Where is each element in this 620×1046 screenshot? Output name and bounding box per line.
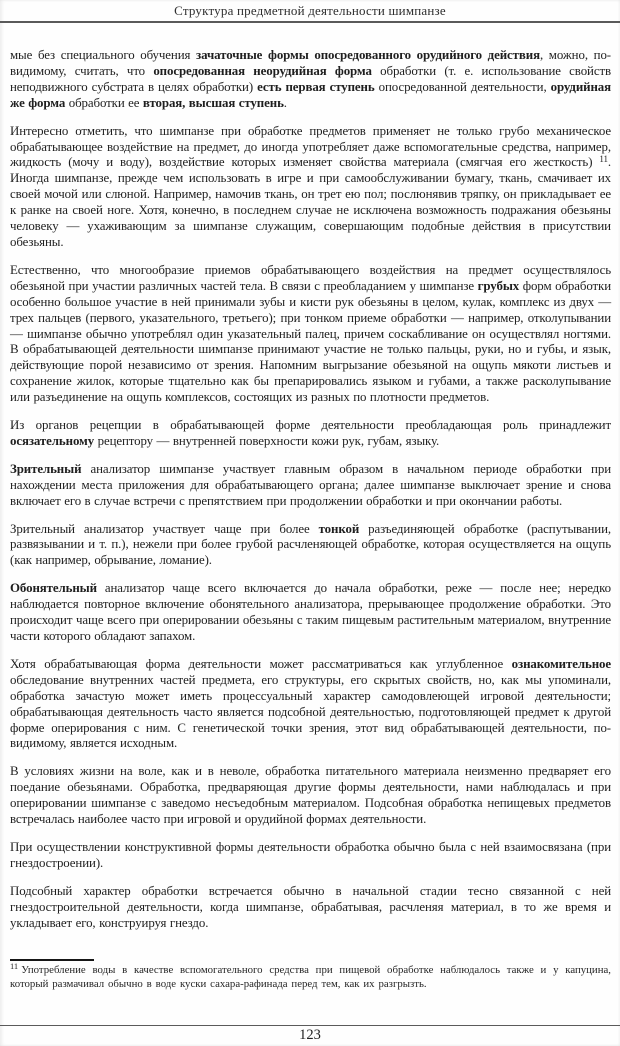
paragraph	[10, 522, 611, 570]
footnote	[0, 959, 620, 991]
emphasized-text: грубых	[477, 278, 520, 293]
paragraph	[10, 48, 611, 112]
footnote-reference: 11	[599, 154, 608, 165]
text-run: мые без специального обучения	[10, 48, 197, 62]
text-run: . Иногда шимпанзе, прежде чем использовать в игре и при самообслуживании бумагу, ткань, смачивает их своей мочой или слюной. Например, намочив ткань, он трет ею пол; послюнявив тряпку, он прикладывает ее к ранке на своей ноге. Хотя, конечно, в последнем случае не исключена возможность подражания обезьяны человеку — ухаживающим за шимпанзе служащим, совершающим подобные действия в присутствии обезьяны.	[10, 155, 611, 249]
text-run: анализатор чаще всего включается до начала обработки, реже — после нее; нередко наблюдается повторное включение обонятельного анализатора, прерывающее продолжение обработки. Это происходит чаще всего при оперировании обезьяны с таким пищевым растительным материалом, внутренние части которого обладают запахом.	[10, 581, 611, 643]
emphasized-text: вторая, высшая ступень	[142, 95, 284, 110]
page-footer	[0, 1025, 620, 1046]
paragraph	[10, 884, 611, 932]
text-run: обработки ее	[65, 95, 143, 110]
paragraph	[10, 462, 611, 510]
emphasized-text: Обонятельный	[10, 581, 97, 596]
text-run: Зрительный анализатор участвует чаще при более	[10, 521, 319, 536]
footnote-marker: 11	[10, 961, 19, 971]
body-text	[0, 23, 620, 932]
text-run: Хотя обрабатывающая форма деятельности может рассматриваться как углубленное	[10, 656, 512, 671]
page-number: 123	[299, 1027, 321, 1043]
emphasized-text: орудийная же форма	[10, 79, 612, 110]
text-run: форм обработки особенно большое участие в ней принимали зубы и кисти рук обезьяны в целом, кулак, комплекс из двух — трех пальцев (первого, указательного, третьего); при тонком приеме обработки — например, отколупывании — шимпанзе обычно употреблял один указательный палец, причем соскабливание он осуществлял ногтями. В обрабатывающей деятельности шимпанзе принимают участие не только пальцы, руки, но и губы, и язык, действующие порой независимо от зрения. Напомним выгрызание обезьяной на ощупь мякоти листьев и сохранение жилок, которые тщательно как бы препарировались языком и губами, а также расколупывание или разъединение на ощупь комплексов, состоящих из разных по плотности предметов.	[10, 278, 612, 405]
footnote-rule	[10, 959, 94, 961]
text-run: разъединяющей обработке (распутывании, развязывании и т. п.), нежели при более грубой расчленяющей обработке, которая осуществляется на ощупь (как например, обрывание, ломание).	[10, 521, 611, 568]
footnote-body: Употребление воды в качестве вспомогательного средства при пищевой обработке наблюдалось также и у капуцина, который размачивал обычно в воде куски сахара-рафинада перед тем, как их разгрызть.	[10, 964, 611, 990]
emphasized-text: зачаточные формы опосредованного орудийного действия	[196, 48, 540, 62]
text-run: рецептору — внутренней поверхности кожи рук, губам, языку.	[94, 433, 440, 448]
text-run: При осуществлении конструктивной формы деятельности обработка обычно была с ней взаимосвязана (при гнездостроении).	[10, 839, 611, 870]
emphasized-text: есть первая ступень	[257, 79, 375, 94]
emphasized-text: Зрительный	[10, 461, 82, 476]
running-header-title: Структура предметной деятельности шимпанзе	[174, 3, 446, 18]
paragraph	[10, 581, 611, 645]
emphasized-text: опосредованная неорудийная форма	[153, 63, 372, 78]
text-run: В условиях жизни на воле, как и в неволе, обработка питательного материала неизменно предваряет его поедание обезьянами. Обработка, предваряющая другие формы деятельности, нами наблюдалась и при оперировании шимпанзе с заведомо несъедобным материалом. Подсобная обработка непищевых предметов встречалась наиболее часто при игровой и орудийной формах деятельности.	[10, 764, 611, 827]
paragraph	[10, 840, 611, 872]
text-run: .	[283, 95, 287, 110]
paragraph	[10, 124, 611, 251]
footnote-text	[10, 961, 611, 991]
text-run: обследование внутренних частей предмета, его структуры, его скрытых свойств, но, как мы упоминали, обработка зачастую может иметь процессуальный характер самодовлеющей игровой деятельности; обрабатывающая деятельность часто является подсобной деятельностью, подготовляющей предмет к другой форме оперирования с ним. С генетической точки зрения, этот вид обрабатывающей деятельности, по-видимому, является исходным.	[10, 672, 611, 751]
paragraph	[10, 418, 611, 450]
text-run: Естественно, что многообразие приемов обрабатывающего воздействия на предмет осуществлялось обезьяной при участии различных частей тела. В связи с преобладанием у шимпанзе	[10, 262, 611, 293]
emphasized-text: ознакомительное	[511, 656, 611, 671]
text-run: опосредованной деятельности,	[374, 79, 551, 94]
text-run: , можно, по-видимому, считать, что	[10, 48, 611, 78]
text-run: обработки (т. е. использование свойств неподвижного субстрата в целях обработки)	[10, 63, 611, 94]
paragraph	[10, 263, 611, 406]
text-run: Интересно отметить, что шимпанзе при обработке предметов применяет не только грубо механическое обрабатывающее воздействие на предмет, до иногда употребляет даже вспомогательные средства, например, жидкость (мочу и воду), воздействие которых изменяет свойства материала (смягчая его жесткость)	[10, 123, 611, 170]
paragraph	[10, 657, 611, 752]
text-run: анализатор шимпанзе участвует главным образом в начальном периоде обработки при нахождении места приложения для обрабатывающего органа; далее шимпанзе выключает зрение и снова включает его в случае встречи с препятствием при продолжении обработки и при окончании работы.	[10, 461, 611, 508]
emphasized-text: тонкой	[318, 521, 360, 536]
emphasized-text: осязательному	[10, 433, 95, 448]
text-run: Из органов рецепции в обрабатывающей форме деятельности преобладающая роль принадлежит	[10, 418, 611, 433]
text-run: Подсобный характер обработки встречается обычно в начальной стадии тесно связанной с ней гнездостроительной деятельности, когда шимпанзе, обрабатывая, расчленяя материал, в то же время и укладывает его, конструируя гнездо.	[10, 883, 611, 930]
paragraph	[10, 764, 611, 828]
